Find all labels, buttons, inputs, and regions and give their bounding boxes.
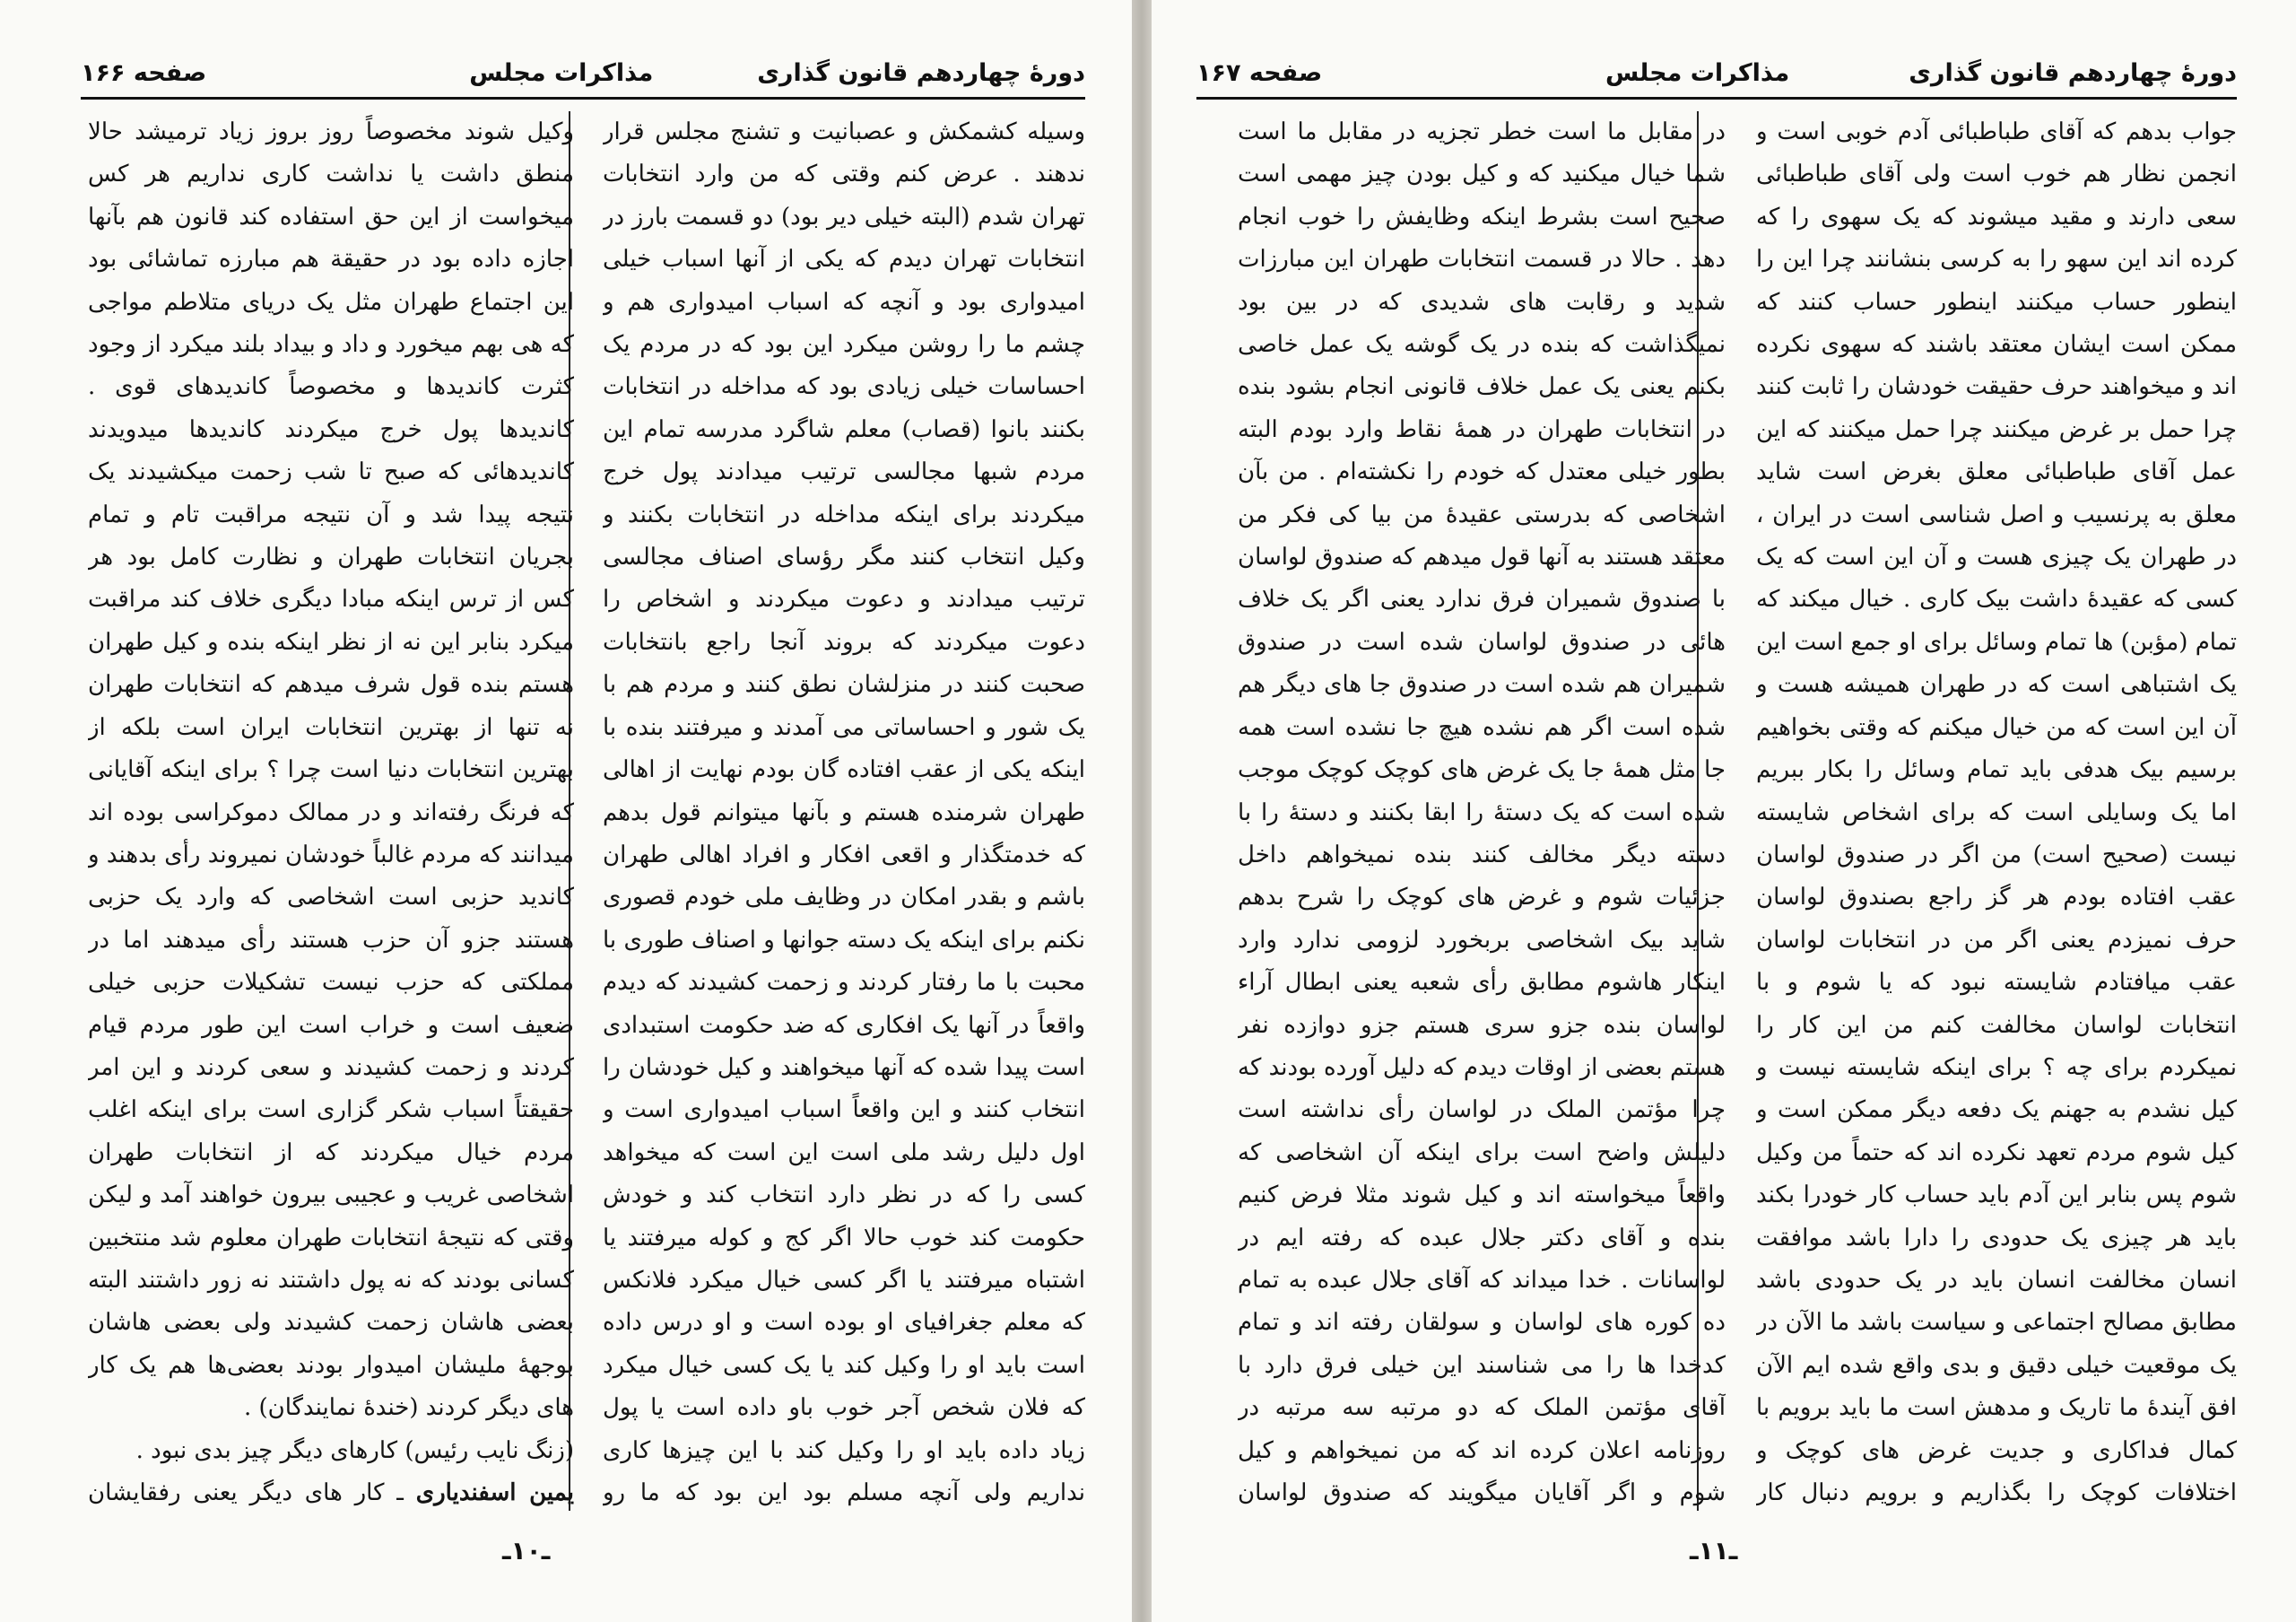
speaker-name: یمین اسفندیاری: [415, 1479, 574, 1506]
paragraph: در مقابل ما است خطر تجزیه در مقابل ما است شما خیال میکنید که و کیل بودن چیز مهمی است صحیح است بشرط اینکه وظایفش را خوب انجام دهد . حالا در قسمت انتخابات طهران این مبارزات شدید و رقابت های شدیدی که در بین بود نمیگذاشت که بنده در یک گوشه یک عمل خاصی بکنم یعنی یک عمل خلاف قانونی انجام بشود بنده در انتخابات طهران در همهٔ نقاط وارد بودم البته بطور خیلی معتدل که خودم را نکشته‌ام . من بآن اشخاصی که بدرستی عقیدهٔ من بیا کی فکر من معتقد هستند به آنها قول میدهم که صندوق لواسان با صندوق شمیران فرق ندارد یعنی اگر یک خلاف هائی در صندوق لواسان شده است در صندوق شمیران هم شده است در صندوق جا های دیگر هم شده است اگر هم نشده هیچ جا نشده است همه جا مثل همهٔ جا یک غرض های کوچک کوچک موجب شده است که یک دستهٔ را ابقا بکنند و دستهٔ را با دسته دیگر مخالف کنند بنده نمیخواهم داخل جزئیات شوم و غرض های کوچک را شرح بدهم شاید بیک اشخاصی بربخورد لزومی ندارد وارد اینکار هاشوم مطابق رأی شعبه یعنی ابطال آراء لواسان بنده جزو سری هستم جزو دوازده نفر هستم بعضی از اوقات دیدم که دلیل آورده بودند که چرا مؤتمن الملک در لواسان رأی نداشته است دلیلش واضح است برای اینکه آن اشخاصی که واقعاً میخواسته اند و کیل شوند مثلا فرض کنیم بنده و آقای دکتر جلال عبده که رفته ایم در لواسانات . خدا میداند که آقای جلال عبده به تمام ده کوره های لواسان و سولقان رفته اند و تمام کدخدا ها را می شناسند این خیلی فرق دارد با آقای مؤتمن الملک که دو مرتبه سه مرتبه در روزنامه اعلان کرده اند که من نمیخواهم و کیل شوم و اگر آقایان میگویند که صندوق لواسان: [1238, 118, 1726, 1506]
page-header: [1196, 54, 2237, 97]
book-gutter: [1132, 0, 1152, 1622]
paragraph: جواب بدهم که آقای طباطبائی آدم خوبی است و انجمن نظار هم خوب است ولی آقای طباطبائی سعی دارند و مقید میشوند که یک سهوی را که کرده اند این سهو را به کرسی بنشانند چرا این را اینطور حساب میکنند اینطور حساب کنند که ممکن است ایشان معتقد باشند که سهوی نکرده اند و میخواهند حرف حقیقت خودشان را ثابت کنند چرا حمل بر غرض میکنند چرا حمل میکنند که این عمل آقای طباطبائی معلق بغرض است شاید معلق به پرنسیب و اصل شناسی است در ایران ، در طهران یک چیزی هست و آن این است که یک کسی که عقیدهٔ داشت بیک کاری . خیال میکند که تمام (مؤبن) ها تمام وسائل برای او جمع است این یک اشتباهی است که در طهران همیشه هست و آن این است که من خیال میکنم که وقتی بخواهیم برسیم بیک هدفی باید تمام وسائل را بکار ببریم اما یک وسایلی است که برای اشخاص شایسته نیست (صحیح است) من اگر در صندوق لواسان عقب افتاده بودم هر گز راجع بصندوق لواسان حرف نمیزدم یعنی اگر من در انتخابات لواسان عقب میافتادم شایسته نبود که یا شوم و با انتخابات لواسان مخالفت کنم من این کار را نمیکردم برای چه ؟ برای اینکه شایسته نیست و کیل نشدم به جهنم یک دفعه دیگر ممکن است و کیل شوم مردم تعهد نکرده اند که حتماً من وکیل شوم پس بنابر این آدم باید حساب کار خودرا بکند باید هر چیزی یک حدودی را دارا باشد موافقت انسان مخالفت انسان باید در یک حدودی باشد مطابق مصالح اجتماعی و سیاست باشد ما الآن در یک موقعیت خیلی دقیق و بدی واقع شده ایم الآن افق آیندهٔ ما تاریک و مدهش است ما باید برویم با کمال فداکاری و جدیت غرض های کوچک و اختلافات کوچک را بگذاریم و برویم دنبال کار: [1756, 118, 2237, 1506]
text-column-right: [1756, 111, 2237, 1511]
text-column-left: [88, 111, 574, 1511]
page-header: [81, 54, 1085, 97]
interjection: (زنگ نایب رئیس) کارهای دیگر چیز بدی نبود .: [135, 1436, 574, 1464]
paragraph: وسیله کشمکش و عصبانیت و تشنج مجلس قرار ندهند . عرض کنم وقتی که من وارد انتخابات تهران شدم (البته خیلی دیر بود) دو قسمت بارز در انتخابات تهران دیدم که یکی از آنها اسباب خیلی امیدواری بود و آنچه که اسباب امیدواری هم و چشم ما را روشن میکرد این بود که در مردم یک احساسات خیلی زیادی بود که مداخله در انتخابات بکنند بانوا (قصاب) معلم شاگرد مدرسه تمام این مردم شبها مجالسی ترتیب میدادند پول خرج میکردند برای اینکه مداخله در انتخابات بکنند و وکیل انتخاب کنند مگر رؤسای اصناف مجالسی ترتیب میدادند و دعوت میکردند و اشخاص را دعوت میکردند که بروند آنجا راجع بانتخابات صحبت کنند در منزلشان نطق کنند و مردم هم با یک شور و احساساتی می آمدند و میرفتند بنده با اینکه یکی از عقب افتاده گان بودم نهایت از اهالی طهران شرمنده هستم و بآنها میتوانم قول بدهم که خدمتگذار و اقعی افکار و افراد اهالی طهران باشم و بقدر امکان در وظایف ملی خودم قصوری نکنم برای اینکه یک دسته جوانها و اصناف طوری با محبت با ما رفتار کردند و زحمت کشیدند که دیدم واقعاً در آنها یک افکاری که ضد حکومت استبدادی است پیدا شده که آنها میخواهند و کیل خودشان را انتخاب کنند و این واقعاً اسباب امیدواری است و اول دلیل رشد ملی است این است که میخواهد کسی را که در نظر دارد انتخاب کند و خودش حکومت کند خوب حالا اگر کج و کوله میرفتند یا اشتباه میرفتند یا اگر کسی خیال میکرد فلانکس که معلم جغرافیای او بوده است و او درس داده است باید او را وکیل کند یا یک کسی خیال میکرد که فلان شخص آجر خوب باو داده است یا پول زیاد داده باید او را وکیل کند با این چیزها کاری نداریم ولی آنچه مسلم بود این بود که ما رو: [603, 118, 1085, 1506]
header-session: دورهٔ چهاردهم قانون گذاری: [757, 59, 1085, 87]
paragraph: وکیل شوند مخصوصاً روز بروز زیاد ترمیشد حالا منطق داشت یا نداشت کاری نداریم هر کس میخواست از این حق استفاده کند قانون هم بآنها اجازه داده بود در حقیقة هم مبارزه تماشائی بود این اجتماع طهران مثل یک دریای متلاطم مواجی که هی بهم میخورد و داد و بیداد بلند میکرد از وجود کثرت کاندیدها و مخصوصاً کاندیدهای قوی . کاندیدها پول خرج میکردند کاندیدها میدویدند کاندیدهائی که صبح تا شب زحمت میکشیدند یک نتیجه پیدا شد و آن نتیجه مراقبت تام و تمام بجریان انتخابات طهران و نظارت کامل بود هر کس از ترس اینکه مبادا دیگری خلاف کند مراقبت میکرد بنابر این نه از نظر اینکه بنده و کیل طهران هستم بنده قول شرف میدهم که انتخابات طهران نه تنها از بهترین انتخابات ایران است بلکه از بهترین انتخابات دنیا است چرا ؟ برای اینکه آقایانی که فرنگ رفته‌اند و در ممالک دموکراسی بوده اند میدانند که مردم غالباً خودشان نمیروند رأی بدهند و کاندید حزبی است اشخاصی که وارد یک حزبی هستند جزو آن حزب هستند رأی میدهند اما در مملکتی که حزب نیست تشکیلات حزبی خیلی ضعیف است و خراب است این طور مردم قیام کردند و زحمت کشیدند و سعی کردند و این امر حقیقتاً اسباب شکر گزاری است برای اینکه اغلب مردم خیال میکردند که از انتخابات طهران اشخاصی غریب و عجیبی بیرون خواهند آمد و لیکن وقتی که نتیجهٔ انتخابات طهران معلوم شد منتخبین کسانی بودند که نه پول داشتند نه زور داشتند البته بعضی هاشان زحمت کشیدند ولی بعضی هاشان بوجههٔ ملیشان امیدوار بودند بعضی‌ها هم یک کار های دیگر کردند (خندهٔ نمایندگان) .: [88, 118, 574, 1422]
header-page-number: صفحه ۱۶۷: [1196, 59, 1323, 87]
speech-text: ـ کار های دیگر یعنی رفقایشان: [88, 1479, 404, 1506]
header-title: مذاکرات مجلس: [469, 59, 654, 87]
folio-number: ـ۱۱ـ: [1690, 1536, 1738, 1565]
header-rule: [1196, 97, 2237, 100]
text-column-right: [603, 111, 1085, 1511]
header-rule: [81, 97, 1085, 100]
text-column-left: [1238, 111, 1726, 1511]
header-session: دورهٔ چهاردهم قانون گذاری: [1909, 59, 2237, 87]
page-167: [1152, 0, 2296, 1622]
folio-number: ـ۱۰ـ: [502, 1536, 551, 1565]
speech: [88, 1472, 574, 1511]
header-title: مذاکرات مجلس: [1605, 59, 1790, 87]
page-166: [0, 0, 1132, 1622]
header-page-number: صفحه ۱۶۶: [81, 59, 207, 87]
